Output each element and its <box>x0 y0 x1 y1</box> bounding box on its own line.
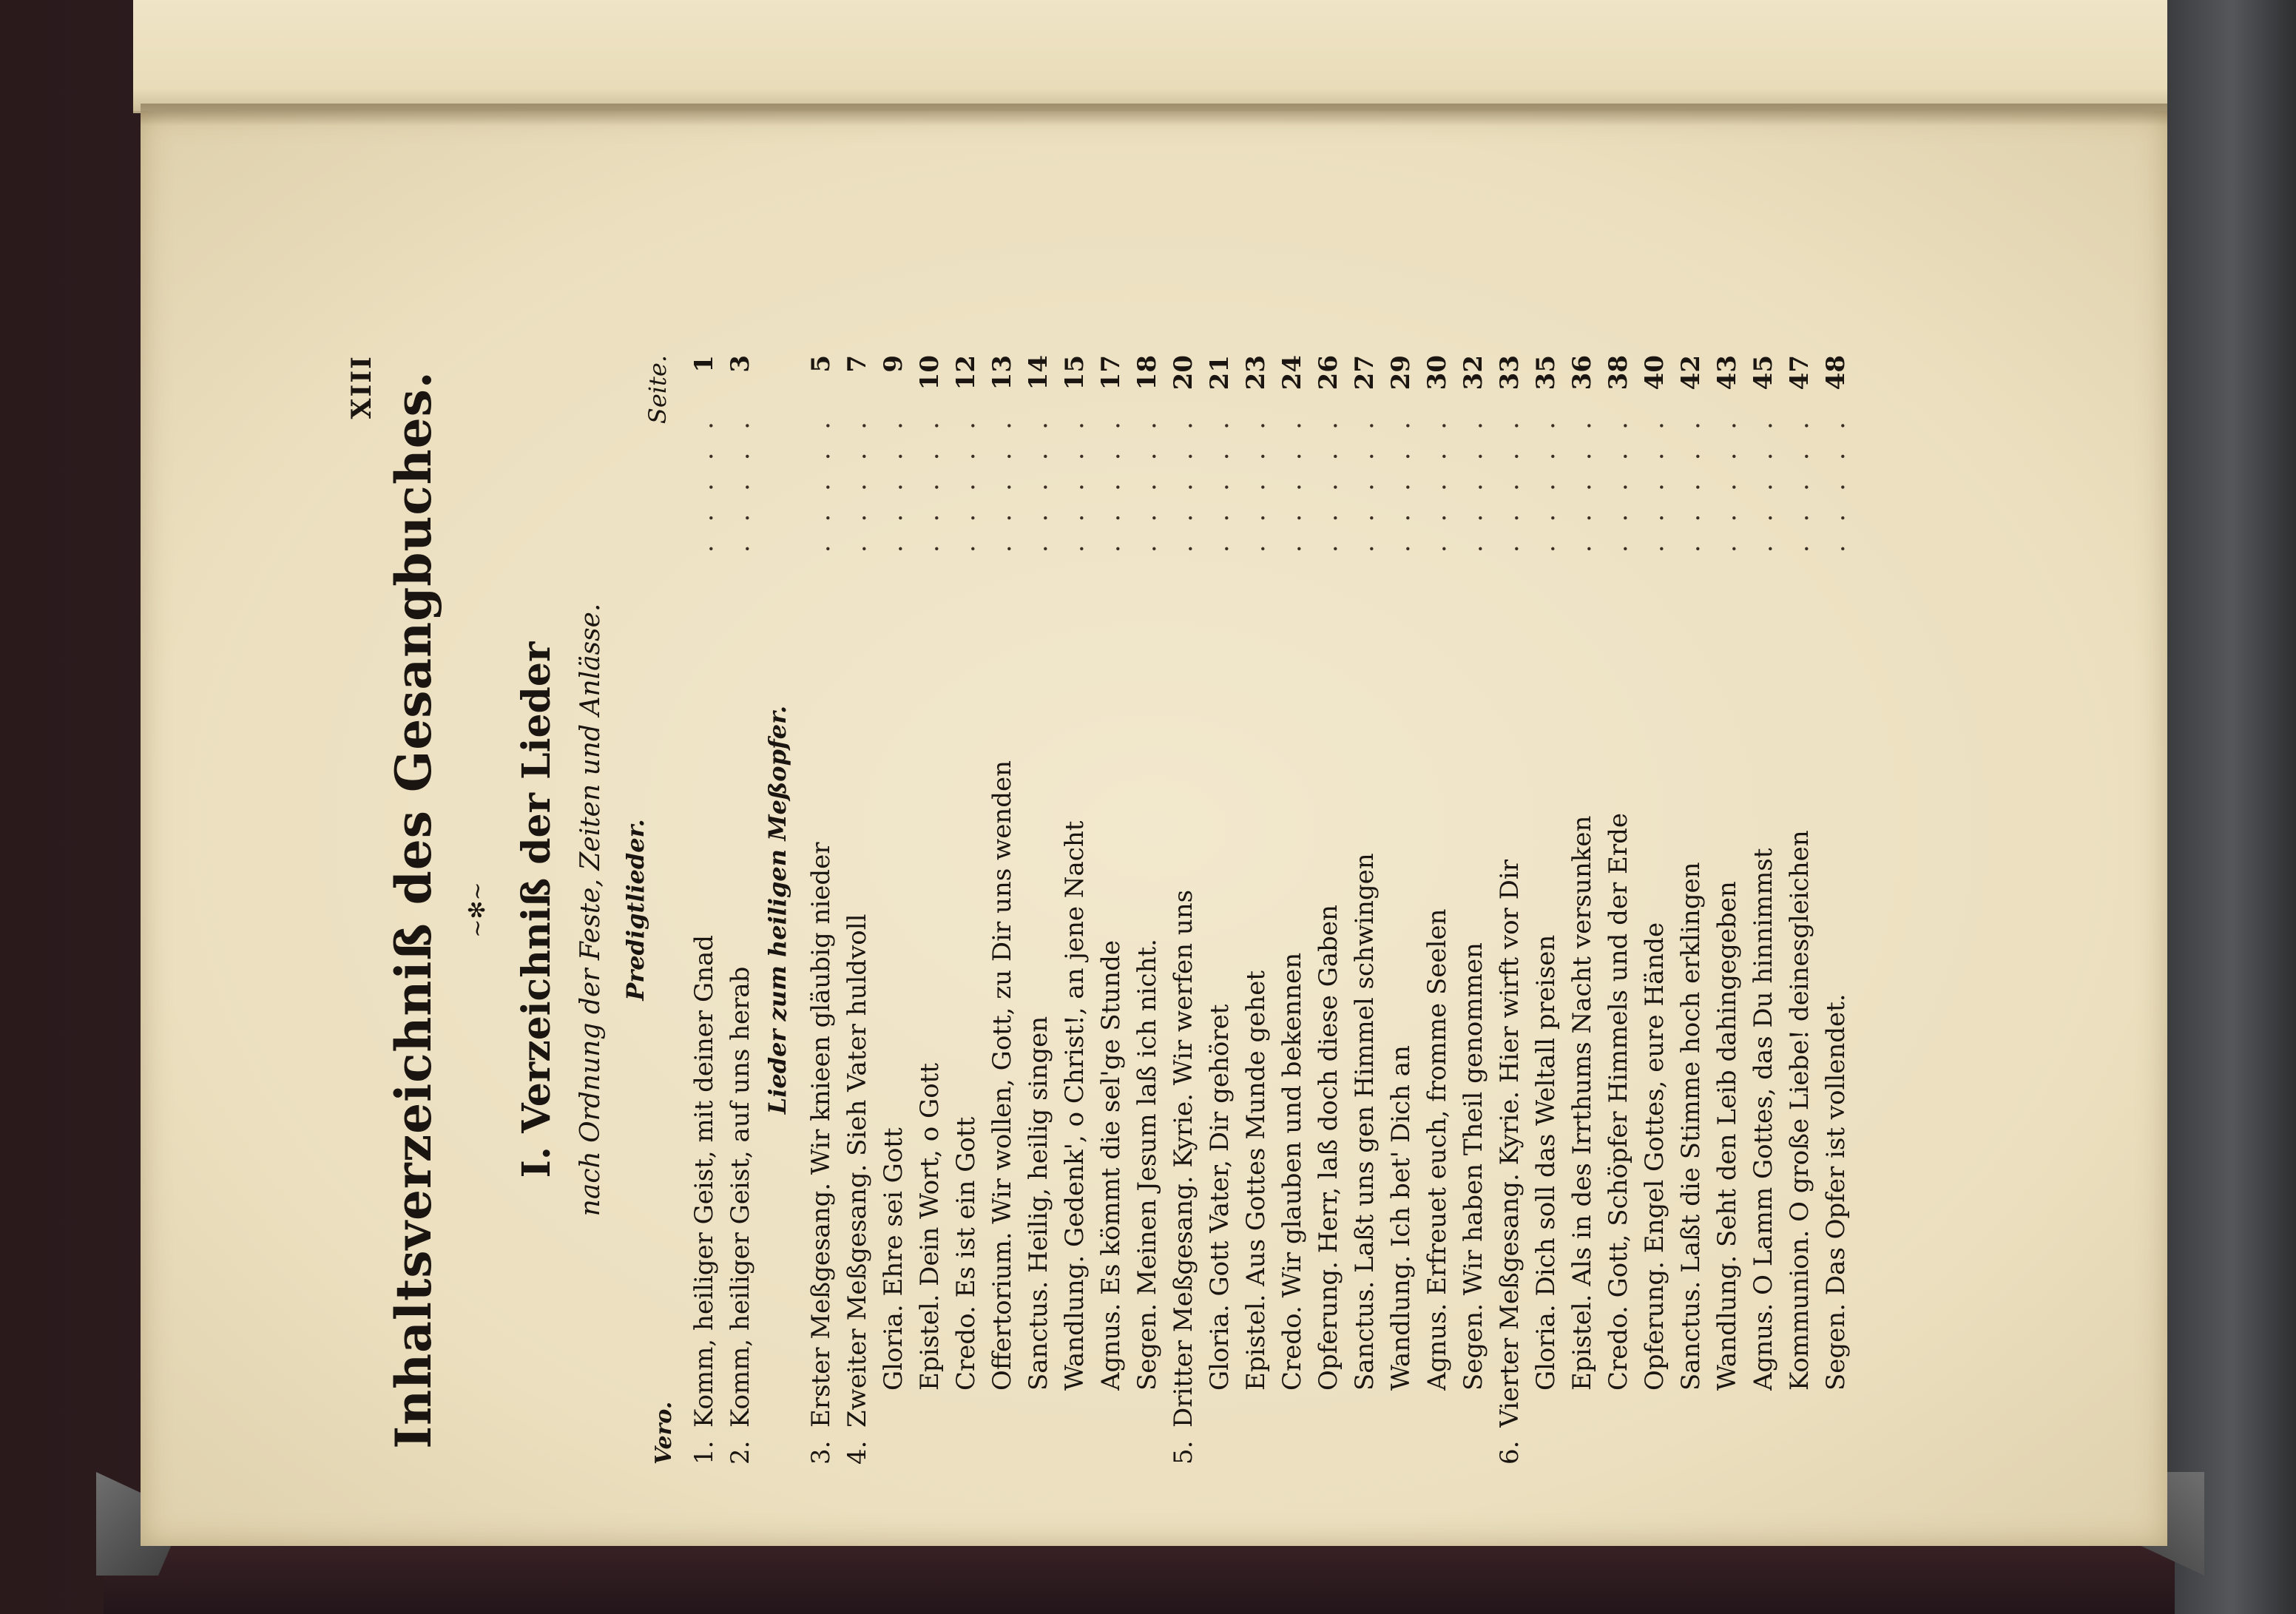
toc-dot-leader: . . . . . <box>1531 414 1561 553</box>
toc-entry <box>1203 355 1236 1465</box>
toc-entry <box>1312 355 1345 1465</box>
page-gutter-shadow <box>141 104 2167 126</box>
toc-entry <box>1058 355 1091 1465</box>
toc-entry-page: 33 <box>1495 355 1525 391</box>
toc-entry-title: Epistel. Dein Wort, o Gott <box>915 1062 945 1391</box>
toc-entry <box>805 355 837 1465</box>
toc-entry-page: 48 <box>1821 355 1851 391</box>
toc-entry-title: Opferung. Herr, laß doch diese Gaben <box>1314 905 1343 1391</box>
toc-dot-leader: . . . . . <box>1821 414 1851 553</box>
toc-entry-page: 40 <box>1640 355 1669 391</box>
toc-entry <box>1530 355 1562 1465</box>
subsection-messopfer: Lieder zum heiligen Meßopfer. <box>763 705 791 1115</box>
toc-entry-page: 32 <box>1459 355 1488 391</box>
toc-entry-title: Opferung. Engel Gottes, eure Hände <box>1640 922 1669 1391</box>
toc-dot-leader: . . . . . <box>987 414 1017 553</box>
toc-entry-number: 6. <box>1495 1440 1525 1465</box>
toc-entry-title: Offertorium. Wir wollen, Gott, zu Dir uns wenden <box>987 760 1017 1391</box>
toc-entry-title: Gloria. Ehre sei Gott <box>879 1127 908 1391</box>
toc-entry-page: 17 <box>1096 355 1126 391</box>
toc-entry-page: 5 <box>806 355 836 373</box>
toc-dot-leader: . . . . . <box>806 414 836 553</box>
toc-entry-title: Credo. Wir glauben und bekennen <box>1277 952 1307 1391</box>
toc-entry <box>724 355 757 1465</box>
page-content <box>340 355 1851 1465</box>
page-number: XIII <box>346 355 377 419</box>
toc-dot-leader: . . . . . <box>1749 414 1778 553</box>
toc-entry-title: Gloria. Gott Vater, Dir gehöret <box>1205 1004 1235 1391</box>
toc-entry-page: 13 <box>987 355 1017 391</box>
toc-entry-page: 29 <box>1386 355 1416 391</box>
toc-entry-number: 5. <box>1169 1440 1198 1465</box>
toc-entry <box>1747 355 1780 1465</box>
page-title: Inhaltsverzeichniß des Gesangbuches. <box>385 371 442 1449</box>
toc-dot-leader: . . . . . <box>1604 414 1633 553</box>
toc-entry-page: 14 <box>1024 355 1053 391</box>
toc-dot-leader: . . . . . <box>1785 414 1814 553</box>
toc-entry-page: 7 <box>843 355 872 373</box>
toc-entry-title: Sanctus. Laßt die Stimme hoch erklingen <box>1676 862 1706 1391</box>
toc-entry-number: 2. <box>726 1440 755 1465</box>
toc-dot-leader: . . . . . <box>1567 414 1597 553</box>
toc-dot-leader: . . . . . <box>1096 414 1126 553</box>
cover-bottom-edge <box>104 1539 2175 1614</box>
toc-entry-page: 24 <box>1277 355 1307 391</box>
toc-entry-title: Erster Meßgesang. Wir knieen gläubig nieder <box>806 842 836 1428</box>
toc-dot-leader: . . . . . <box>1676 414 1706 553</box>
toc-entry-page: 15 <box>1060 355 1090 391</box>
toc-entry-page: 20 <box>1169 355 1198 391</box>
toc-entry <box>1385 355 1417 1465</box>
toc-entry <box>1783 355 1816 1465</box>
toc-entry-page: 43 <box>1712 355 1742 391</box>
toc-entry-page: 42 <box>1676 355 1706 391</box>
toc-entry-page: 1 <box>689 355 719 373</box>
toc-dot-leader: . . . . . <box>689 414 719 553</box>
toc-entry <box>688 355 720 1465</box>
toc-entry <box>1493 355 1526 1465</box>
toc-entry-page: 36 <box>1567 355 1597 391</box>
toc-dot-leader: . . . . . <box>915 414 945 553</box>
toc-dot-leader: . . . . . <box>1205 414 1235 553</box>
toc-entry-page: 10 <box>915 355 945 391</box>
toc-entry-title: Kommunion. O große Liebe! deinesgleichen <box>1785 830 1814 1391</box>
toc-entry-page: 9 <box>879 355 908 373</box>
toc-entry <box>877 355 910 1465</box>
toc-entry <box>1276 355 1309 1465</box>
toc-dot-leader: . . . . . <box>1169 414 1198 553</box>
toc-entry-title: Agnus. O Lamm Gottes, das Du hinnimmst <box>1749 848 1778 1391</box>
toc-dot-leader: . . . . . <box>1314 414 1343 553</box>
toc-dot-leader: . . . . . <box>879 414 908 553</box>
toc-entry-title: Epistel. Aus Gottes Munde gehet <box>1241 970 1271 1391</box>
section-subtitle: nach Ordnung der Feste, Zeiten und Anlässe. <box>575 603 606 1217</box>
toc-dot-leader: . . . . . <box>1132 414 1162 553</box>
toc-entry-title: Wandlung. Ich bet' Dich an <box>1386 1045 1416 1391</box>
toc-entry <box>841 355 874 1465</box>
toc-entry-page: 27 <box>1350 355 1380 391</box>
toc-entry-page: 18 <box>1132 355 1162 391</box>
toc-entry <box>950 355 982 1465</box>
toc-entry-title: Credo. Es ist ein Gott <box>951 1116 981 1391</box>
toc-dot-leader: . . . . . <box>1386 414 1416 553</box>
toc-dot-leader: . . . . . <box>1024 414 1053 553</box>
section-heading: I. Verzeichniß der Lieder <box>514 641 559 1178</box>
toc-dot-leader: . . . . . <box>1712 414 1742 553</box>
toc-dot-leader: . . . . . <box>843 414 872 553</box>
toc-entry <box>1095 355 1127 1465</box>
toc-entry <box>1022 355 1055 1465</box>
toc-dot-leader: . . . . . <box>1350 414 1380 553</box>
toc-entry <box>1167 355 1200 1465</box>
toc-entry-title: Dritter Meßgesang. Kyrie. Wir werfen uns <box>1169 889 1198 1428</box>
toc-entry-page: 47 <box>1785 355 1814 391</box>
toc-entry-page: 3 <box>726 355 755 373</box>
toc-entry-page: 45 <box>1749 355 1778 391</box>
toc-entry <box>1602 355 1635 1465</box>
cover-spine-edge <box>2167 0 2296 1614</box>
toc-entry <box>1421 355 1453 1465</box>
page-column-label: Seite. <box>644 355 672 425</box>
toc-entry-page: 21 <box>1205 355 1235 391</box>
toc-entry-page: 35 <box>1531 355 1561 391</box>
toc-entry-page: 30 <box>1422 355 1452 391</box>
toc-entry-title: Zweiter Meßgesang. Sieh Vater huldvoll <box>843 914 872 1428</box>
ornament-divider: ~✻~ <box>465 882 490 938</box>
toc-entry-title: Wandlung. Seht den Leib dahingegeben <box>1712 881 1742 1391</box>
toc-entry <box>1457 355 1490 1465</box>
toc-dot-leader: . . . . . <box>1060 414 1090 553</box>
toc-entry-title: Komm, heiliger Geist, mit deiner Gnad <box>689 934 719 1428</box>
toc-dot-leader: . . . . . <box>1640 414 1669 553</box>
toc-dot-leader: . . . . . <box>951 414 981 553</box>
toc-entry-title: Agnus. Es kömmt die sel'ge Stunde <box>1096 940 1126 1391</box>
toc-entry-title: Epistel. Als in des Irrthums Nacht versunken <box>1567 815 1597 1391</box>
toc-dot-leader: . . . . . <box>1277 414 1307 553</box>
toc-entry-title: Sanctus. Laßt uns gen Himmel schwingen <box>1350 853 1380 1391</box>
toc-entry-title: Segen. Wir haben Theil genommen <box>1459 942 1488 1391</box>
toc-entry <box>1131 355 1164 1465</box>
intro-label: Vero. <box>651 1401 677 1465</box>
toc-entry-number: 4. <box>843 1440 872 1465</box>
toc-entry-title: Sanctus. Heilig, heilig singen <box>1024 1016 1053 1391</box>
toc-entry-number: 3. <box>806 1440 836 1465</box>
toc-dot-leader: . . . . . <box>1422 414 1452 553</box>
toc-entry-title: Wandlung. Gedenk', o Christ!, an jene Nacht <box>1060 820 1090 1391</box>
toc-entry-number: 1. <box>689 1440 719 1465</box>
toc-entry <box>1566 355 1598 1465</box>
toc-dot-leader: . . . . . <box>1459 414 1488 553</box>
toc-dot-leader: . . . . . <box>1495 414 1525 553</box>
subsection-predigtlieder: Predigtlieder. <box>621 819 649 1001</box>
toc-entry <box>1348 355 1381 1465</box>
toc-entry <box>1240 355 1272 1465</box>
toc-entry-page: 38 <box>1604 355 1633 391</box>
facing-page-edge <box>133 0 2167 113</box>
toc-entry <box>1638 355 1671 1465</box>
toc-entry-title: Agnus. Erfreuet euch, fromme Seelen <box>1422 908 1452 1391</box>
toc-entry-title: Credo. Gott, Schöpfer Himmels und der Erde <box>1604 813 1633 1391</box>
toc-dot-leader: . . . . . <box>726 414 755 553</box>
toc-entry <box>986 355 1019 1465</box>
toc-entry-page: 23 <box>1241 355 1271 391</box>
toc-entry-title: Komm, heiliger Geist, auf uns herab <box>726 966 755 1428</box>
toc-entry-title: Vierter Meßgesang. Kyrie. Hier wirft vor Dir <box>1495 860 1525 1428</box>
toc-entry-page: 12 <box>951 355 981 391</box>
toc-entry <box>914 355 946 1465</box>
toc-entry <box>1675 355 1707 1465</box>
toc-entry-page: 26 <box>1314 355 1343 391</box>
toc-entry-title: Segen. Das Opfer ist vollendet. <box>1821 993 1851 1391</box>
toc-entry-title: Gloria. Dich soll das Weltall preisen <box>1531 934 1561 1391</box>
toc-entry <box>1820 355 1852 1465</box>
toc-dot-leader: . . . . . <box>1241 414 1271 553</box>
toc-entry-title: Segen. Meinen Jesum laß ich nicht. <box>1132 939 1162 1391</box>
toc-entry <box>1711 355 1743 1465</box>
